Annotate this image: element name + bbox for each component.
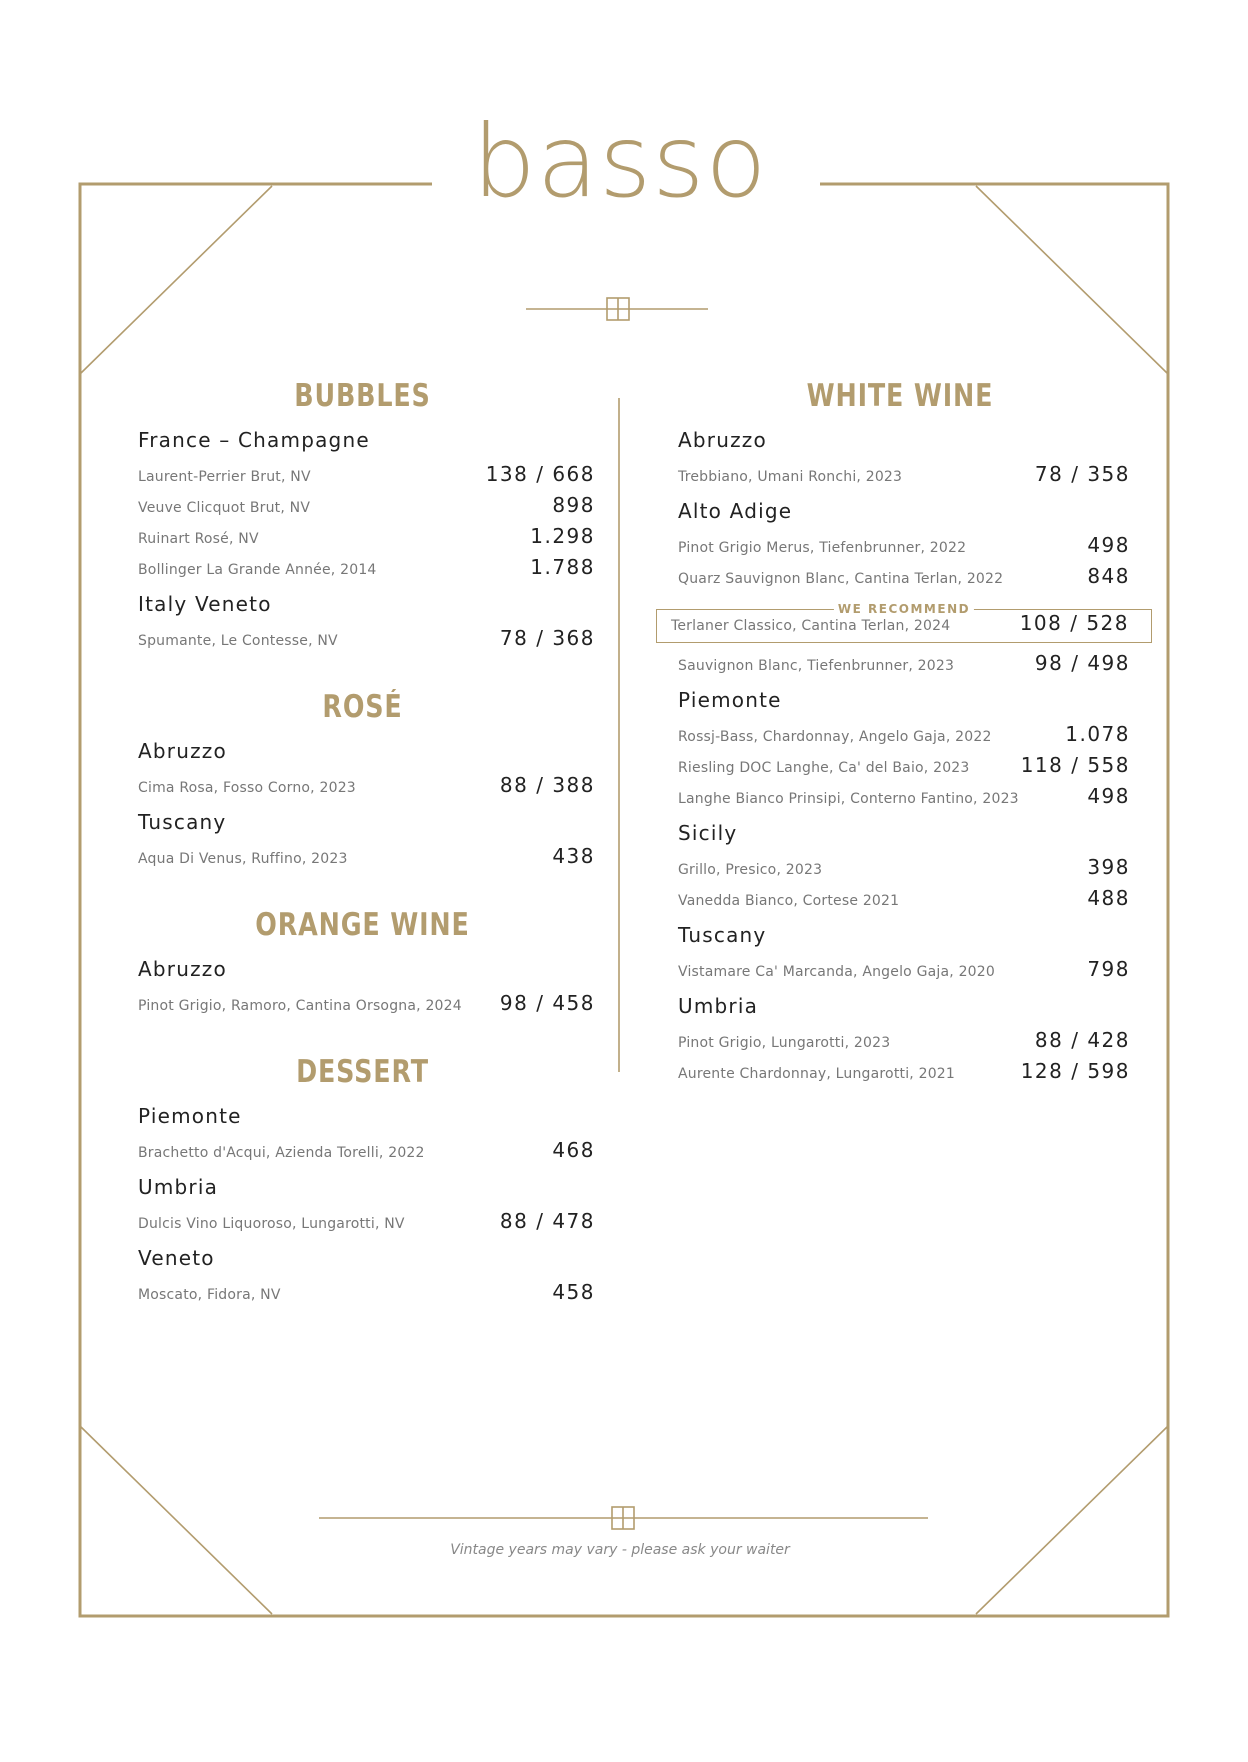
wine-name: Pinot Grigio, Lungarotti, 2023: [678, 1035, 891, 1051]
region-title: Alto Adige: [678, 499, 793, 523]
region-title: Piemonte: [678, 688, 782, 712]
region-title: Sicily: [678, 821, 738, 845]
brand-logo: basso: [472, 103, 768, 220]
wine-price: 468: [552, 1138, 595, 1162]
region-title: Abruzzo: [138, 739, 227, 763]
wine-name: Brachetto d'Acqui, Azienda Torelli, 2022: [138, 1145, 425, 1161]
wine-name: Riesling DOC Langhe, Ca' del Baio, 2023: [678, 760, 970, 776]
section-rose: [130, 689, 595, 873]
wine-row: [138, 989, 595, 1020]
recommend-badge: WE RECOMMEND: [834, 601, 974, 617]
wine-name: Vistamare Ca' Marcanda, Angelo Gaja, 2020: [678, 964, 996, 980]
wine-row: [678, 955, 1130, 986]
wine-price: 398: [1087, 855, 1130, 879]
wine-row: [671, 610, 1129, 641]
region-title: Umbria: [138, 1175, 219, 1199]
region-title: France – Champagne: [138, 428, 370, 452]
wine-price: 98 / 458: [499, 991, 595, 1015]
region-title: Veneto: [138, 1246, 215, 1270]
wine-row: [678, 884, 1130, 915]
wine-name: Quarz Sauvignon Blanc, Cantina Terlan, 2022: [678, 571, 1004, 587]
wine-name: Veuve Clicquot Brut, NV: [138, 500, 311, 516]
region-title: Umbria: [678, 994, 759, 1018]
section-white-wine: [670, 378, 1130, 1088]
wine-name: Langhe Bianco Prinsipi, Conterno Fantino, 2023: [678, 791, 1019, 807]
wine-row: [678, 720, 1130, 751]
wine-row: [678, 751, 1130, 782]
wine-row: [138, 522, 595, 553]
wine-price: 88 / 388: [499, 773, 595, 797]
wine-row: [678, 649, 1130, 680]
wine-price: 458: [552, 1280, 595, 1304]
region-title: Abruzzo: [678, 428, 767, 452]
wine-name: Moscato, Fidora, NV: [138, 1287, 281, 1303]
wine-name: Aurente Chardonnay, Lungarotti, 2021: [678, 1066, 956, 1082]
wine-name: Pinot Grigio, Ramoro, Cantina Orsogna, 2024: [138, 998, 462, 1014]
wine-name: Spumante, Le Contesse, NV: [138, 633, 338, 649]
wine-name: Pinot Grigio Merus, Tiefenbrunner, 2022: [678, 540, 967, 556]
wine-price: 98 / 498: [1034, 651, 1130, 675]
wine-name: Ruinart Rosé, NV: [138, 531, 259, 547]
wine-price: 1.078: [1065, 722, 1130, 746]
wine-name: Terlaner Classico, Cantina Terlan, 2024: [671, 618, 951, 634]
wine-name: Grillo, Presico, 2023: [678, 862, 823, 878]
wine-row: [138, 842, 595, 873]
wine-price: 88 / 428: [1034, 1028, 1130, 1052]
wine-row: [678, 562, 1130, 593]
region-title: Tuscany: [678, 923, 767, 947]
wine-name: Sauvignon Blanc, Tiefenbrunner, 2023: [678, 658, 955, 674]
section-bubbles: [130, 378, 595, 655]
section-dessert: [130, 1054, 595, 1309]
right-column: [670, 378, 1130, 1122]
wine-row: [138, 491, 595, 522]
wine-row: [678, 531, 1130, 562]
wine-price: 78 / 358: [1034, 462, 1130, 486]
wine-row: [678, 1026, 1130, 1057]
wine-name: Rossj-Bass, Chardonnay, Angelo Gaja, 2022: [678, 729, 992, 745]
wine-row: [678, 460, 1130, 491]
wine-price: 1.298: [530, 524, 595, 548]
wine-name: Laurent-Perrier Brut, NV: [138, 469, 311, 485]
wine-price: 88 / 478: [499, 1209, 595, 1233]
wine-row: [678, 853, 1130, 884]
wine-price: 108 / 528: [1019, 611, 1129, 635]
wine-name: Vanedda Bianco, Cortese 2021: [678, 893, 900, 909]
wine-name: Bollinger La Grande Année, 2014: [138, 562, 377, 578]
wine-price: 438: [552, 844, 595, 868]
wine-row: [678, 782, 1130, 813]
wine-name: Aqua Di Venus, Ruffino, 2023: [138, 851, 348, 867]
region-title: Italy Veneto: [138, 592, 272, 616]
wine-price: 138 / 668: [485, 462, 595, 486]
wine-name: Trebbiano, Umani Ronchi, 2023: [678, 469, 903, 485]
wine-price: 848: [1087, 564, 1130, 588]
wine-row: [138, 771, 595, 802]
region-title: Abruzzo: [138, 957, 227, 981]
wine-row: [138, 1278, 595, 1309]
wine-price: 498: [1087, 533, 1130, 557]
wine-price: 1.788: [530, 555, 595, 579]
wine-price: 488: [1087, 886, 1130, 910]
section-title: ROSÉ: [322, 689, 403, 725]
left-column: [130, 378, 595, 1343]
region-title: Piemonte: [138, 1104, 242, 1128]
recommended-wine-box: [656, 602, 1152, 643]
wine-row: [138, 460, 595, 491]
section-title: WHITE WINE: [806, 378, 994, 414]
region-title: Tuscany: [138, 810, 227, 834]
section-title: DESSERT: [296, 1054, 429, 1090]
ornament-bottom-icon: [612, 1507, 634, 1529]
wine-row: [138, 1136, 595, 1167]
wine-name: Cima Rosa, Fosso Corno, 2023: [138, 780, 356, 796]
section-orange-wine: [130, 907, 595, 1020]
wine-row: [138, 553, 595, 584]
wine-name: Dulcis Vino Liquoroso, Lungarotti, NV: [138, 1216, 405, 1232]
ornament-top-icon: [607, 298, 629, 320]
section-title: BUBBLES: [294, 378, 431, 414]
wine-price: 78 / 368: [499, 626, 595, 650]
wine-price: 798: [1087, 957, 1130, 981]
wine-price: 898: [552, 493, 595, 517]
wine-row: [138, 624, 595, 655]
section-title: ORANGE WINE: [255, 907, 470, 943]
wine-price: 498: [1087, 784, 1130, 808]
footer-note: Vintage years may vary - please ask your waiter: [450, 1542, 790, 1558]
wine-row: [678, 1057, 1130, 1088]
wine-price: 128 / 598: [1020, 1059, 1130, 1083]
wine-price: 118 / 558: [1020, 753, 1130, 777]
wine-row: [138, 1207, 595, 1238]
